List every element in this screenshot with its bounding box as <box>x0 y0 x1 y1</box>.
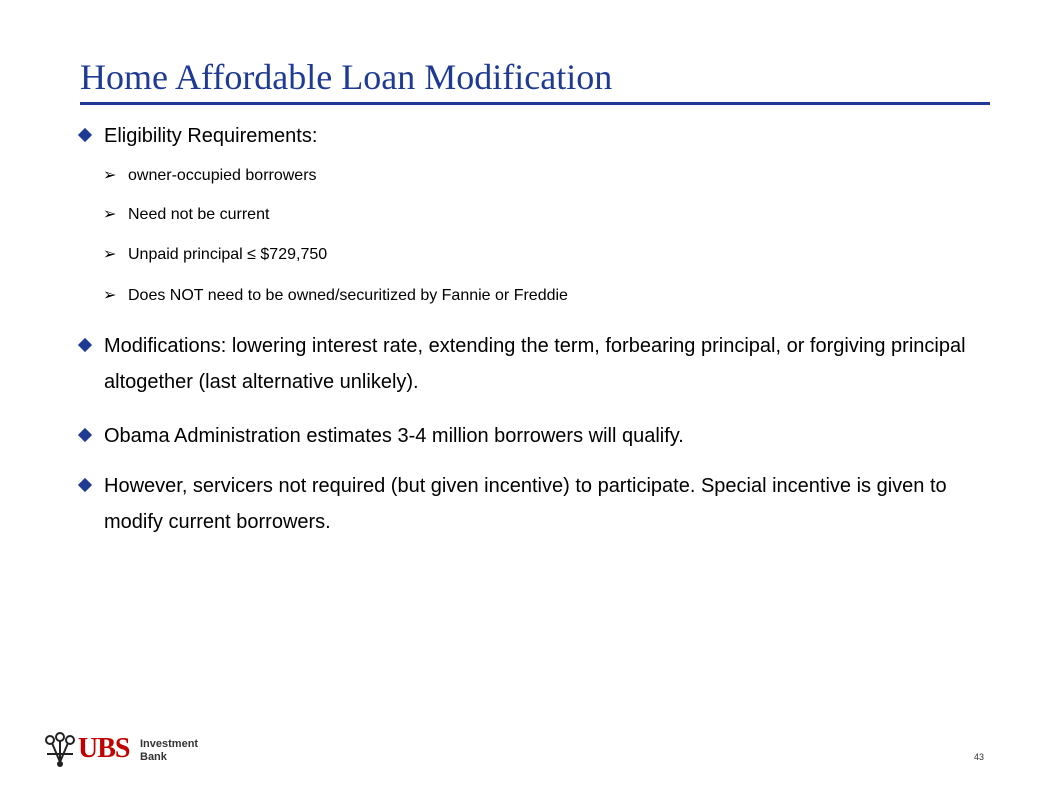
page-number: 43 <box>974 752 985 762</box>
bullet-however-text: However, servicers not required (but given incentive) to participate. Special incentive is given to modify current borrowers. <box>104 475 947 533</box>
sub-bullet-3 <box>103 245 327 265</box>
sub-bullet-2 <box>103 205 269 225</box>
ubs-keys-icon <box>44 732 76 768</box>
arrow-bullet-icon: ➢ <box>103 287 117 304</box>
bullet-modifications-text: Modifications: lowering interest rate, extending the term, forbearing principal, or forgiving principal altogether (last alternative unlikely). <box>104 335 966 393</box>
sub-bullet-1-text: owner-occupied borrowers <box>128 167 317 184</box>
bullet-obama-text: Obama Administration estimates 3-4 million borrowers will qualify. <box>104 425 684 447</box>
sub-bullet-4 <box>103 286 568 306</box>
bullet-eligibility-text: Eligibility Requirements: <box>104 125 318 147</box>
page-title: Home Affordable Loan Modification <box>80 57 613 97</box>
diamond-bullet-icon <box>78 478 92 492</box>
arrow-bullet-icon: ➢ <box>103 206 117 223</box>
logo-bank: Bank <box>140 751 167 763</box>
arrow-bullet-icon: ➢ <box>103 167 117 184</box>
title-rule <box>80 102 990 105</box>
sub-bullet-4-text: Does NOT need to be owned/securitized by Fannie or Freddie <box>128 287 568 304</box>
diamond-bullet-icon <box>78 338 92 352</box>
sub-bullet-2-text: Need not be current <box>128 206 270 223</box>
logo-investment: Investment <box>140 738 199 750</box>
diamond-bullet-icon <box>78 428 92 442</box>
sub-bullet-3-text: Unpaid principal ≤ $729,750 <box>128 246 328 263</box>
diamond-bullet-icon <box>78 128 92 142</box>
ubs-logo-text: UBS <box>78 733 130 764</box>
sub-bullet-1 <box>103 166 317 186</box>
arrow-bullet-icon: ➢ <box>103 246 117 263</box>
